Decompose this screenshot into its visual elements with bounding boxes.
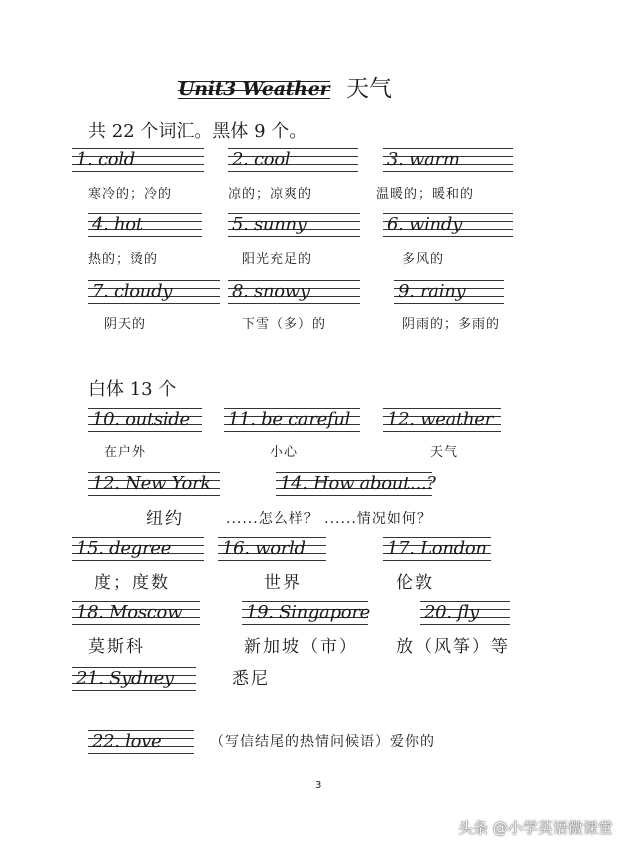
vocab-meaning-hot: 热的；烫的 (88, 252, 159, 267)
vocab-word-world: 16. world (218, 537, 326, 561)
vocab-word-degree: 15. degree (72, 537, 204, 561)
vocab-meaning-love: （写信结尾的热情问候语）爱你的 (210, 734, 435, 750)
vocab-word-new-york: 12. New York (88, 472, 220, 496)
vocab-meaning-rainy: 阴雨的；多雨的 (402, 317, 501, 332)
vocab-word-windy: 6. windy (383, 213, 513, 237)
vocab-word-be-careful: 11. be careful (224, 408, 360, 432)
vocab-word-cloudy: 7. cloudy (88, 280, 220, 304)
section-header-bold: 共 22 个词汇。黑体 9 个。 (88, 121, 308, 142)
vocab-word-sunny: 5. sunny (228, 213, 360, 237)
vocab-word-cold: 1. cold (72, 148, 204, 172)
vocab-word-singapore: 19. Singapore (242, 601, 368, 625)
page-number: 3 (315, 780, 322, 791)
vocab-meaning-sydney: 悉尼 (232, 669, 270, 689)
vocab-meaning-sunny: 阳光充足的 (242, 252, 313, 267)
vocab-meaning-windy: 多风的 (402, 252, 445, 267)
vocab-meaning-weather: 天气 (430, 445, 459, 460)
vocab-meaning-be-careful: 小心 (270, 445, 299, 460)
watermark: 头条 @小学英语微课堂 (458, 819, 613, 837)
vocab-word-outside: 10. outside (88, 408, 202, 432)
vocab-meaning-snowy: 下雪（多）的 (242, 317, 327, 332)
vocab-meaning-moscow: 莫斯科 (88, 637, 145, 657)
vocab-word-rainy: 9. rainy (394, 280, 504, 304)
section-header-light: 白体 13 个 (88, 379, 177, 400)
vocab-word-love: 22. love (88, 730, 194, 754)
vocab-word-fly: 20. fly (420, 601, 510, 625)
unit-title-chinese: 天气 (346, 76, 392, 102)
vocab-meaning-warm: 温暖的；暖和的 (376, 187, 475, 202)
vocab-word-sydney: 21. Sydney (72, 667, 196, 691)
vocab-word-snowy: 8. snowy (228, 280, 360, 304)
vocab-word-weather: 12. weather (383, 408, 501, 432)
vocab-word-moscow: 18. Moscow (72, 601, 200, 625)
vocab-meaning-new-york: 纽约 (146, 509, 184, 529)
vocab-word-london: 17. London (383, 537, 491, 561)
vocab-meaning-singapore: 新加坡（市） (244, 637, 358, 657)
vocab-word-cool: 2. cool (228, 148, 358, 172)
vocab-word-warm: 3. warm (383, 148, 513, 172)
vocab-meaning-world: 世界 (264, 573, 302, 593)
vocab-meaning-how-about: ......怎么样？ ......情况如何？ (226, 511, 432, 527)
vocab-word-hot: 4. hot (88, 213, 202, 237)
unit-title-english: Unit3 Weather (178, 74, 330, 104)
vocab-meaning-london: 伦敦 (396, 573, 434, 593)
vocab-meaning-cloudy: 阴天的 (104, 317, 147, 332)
vocab-meaning-fly: 放（风筝）等 (396, 637, 510, 657)
vocab-meaning-outside: 在户外 (104, 445, 147, 460)
vocab-meaning-cold: 寒冷的；冷的 (88, 187, 173, 202)
vocab-word-how-about: 14. How about...? (276, 472, 432, 496)
vocab-meaning-cool: 凉的；凉爽的 (228, 187, 313, 202)
vocab-meaning-degree: 度；度数 (94, 573, 170, 593)
